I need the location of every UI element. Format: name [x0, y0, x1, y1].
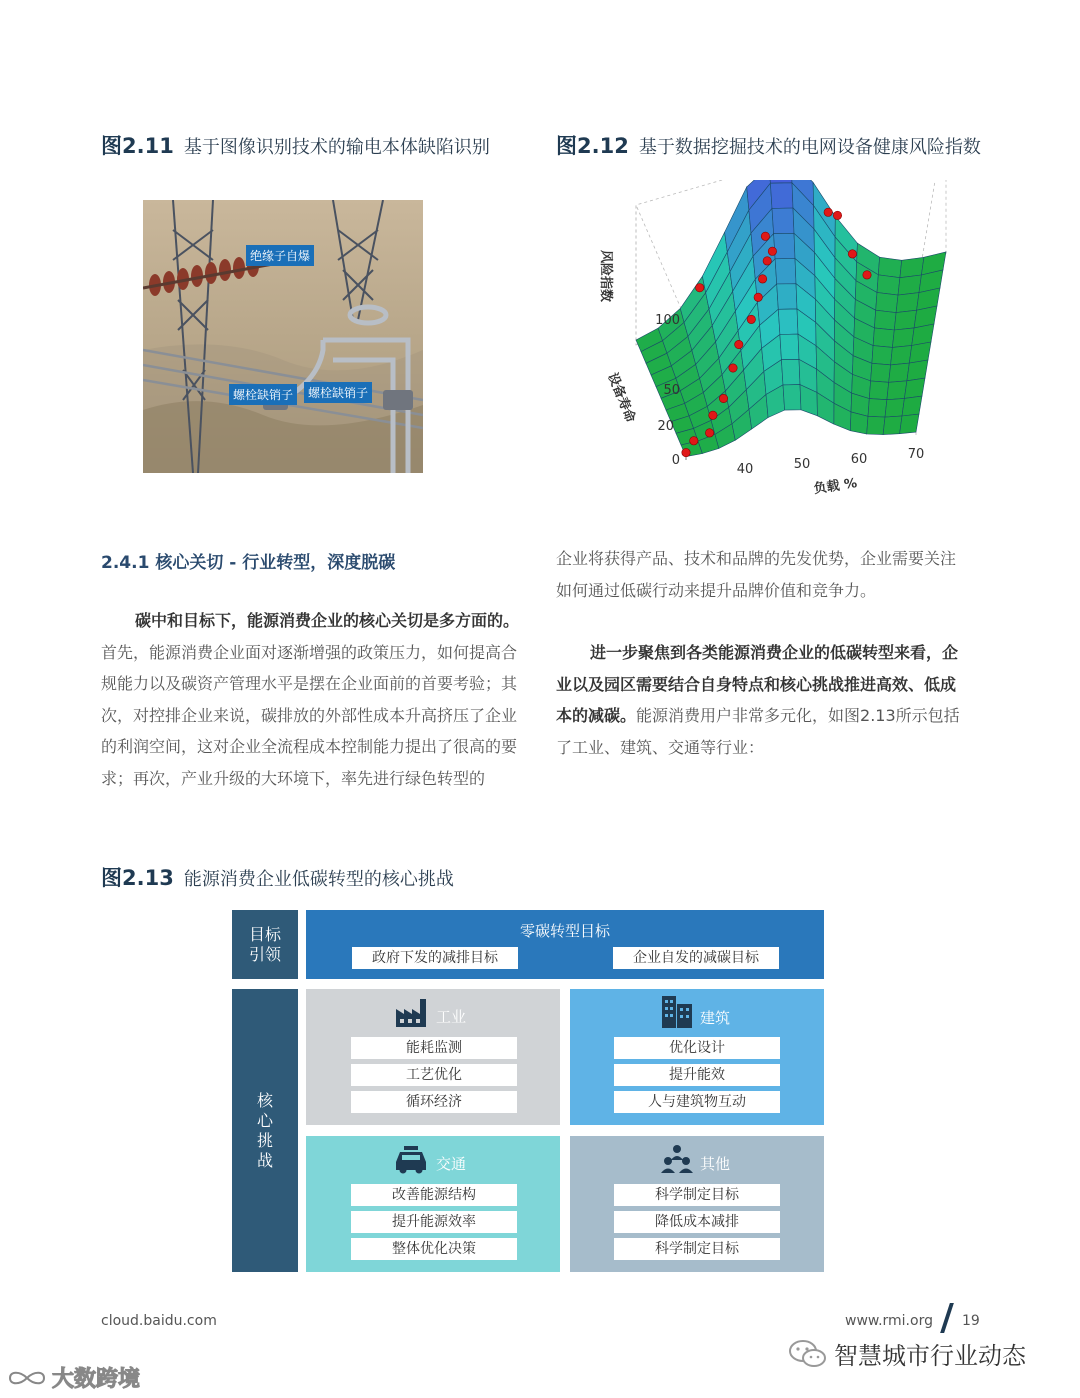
watermark-left: [6, 1362, 140, 1393]
surface-patch: [907, 360, 928, 381]
surface-patch: [878, 257, 901, 278]
surface-patch: [777, 284, 797, 310]
y-tick-label: 20: [657, 419, 674, 434]
figure-caption: 基于数据挖掘技术的电网设备健康风险指数: [638, 137, 981, 158]
goal-item-enterprise: 企业自发的减碳目标: [613, 947, 779, 969]
challenge-row-label: 核 心 挑 战: [232, 989, 298, 1272]
building-item: 优化设计: [614, 1037, 780, 1059]
goal-row-label: 目标 引领: [232, 910, 298, 979]
quadrant-title-building: 建筑: [700, 1009, 731, 1027]
industry-item: 能耗监测: [351, 1037, 517, 1059]
z-axis-label: 风险指数: [598, 250, 613, 303]
quadrant-header: [660, 1144, 730, 1174]
z-tick-label: 100: [655, 313, 680, 328]
data-point: [758, 275, 766, 283]
data-point: [863, 271, 871, 279]
people-icon: [660, 1144, 694, 1174]
data-point: [682, 448, 690, 456]
data-point: [824, 208, 832, 216]
infinity-logo-icon: [6, 1367, 48, 1389]
x-tick-label: 50: [793, 457, 811, 472]
z-tick-label: 0: [671, 453, 680, 468]
data-point: [690, 437, 698, 445]
transmission-tower-photo: [143, 200, 423, 473]
data-point: [747, 315, 755, 323]
data-point: [754, 293, 762, 301]
goal-title: 零碳转型目标: [519, 922, 610, 940]
surface-patch: [892, 328, 914, 348]
quadrant-title-transport: 交通: [436, 1155, 467, 1173]
goal-item-government: 政府下发的减排目标: [352, 947, 518, 969]
quadrant-transport: [306, 1136, 560, 1272]
right-bold-text: 进一步聚焦到各类能源消费企业的低碳转型来看，企业以及园区需要结合自身特点和核心挑战推进高效、低成本的减碳。: [556, 643, 959, 726]
industry-item: 循环经济: [351, 1091, 517, 1113]
data-point: [768, 247, 776, 255]
quadrant-header: [396, 997, 466, 1027]
figure-number: 图2.12: [556, 134, 629, 158]
data-point: [833, 211, 841, 219]
surface-patch: [873, 328, 894, 348]
other-item: 科学制定目标: [614, 1238, 780, 1260]
figure-caption: 能源消费企业低碳转型的核心挑战: [183, 869, 454, 890]
risk-surface-chart: [556, 180, 976, 500]
data-point: [696, 284, 704, 292]
surface-patch: [774, 233, 795, 258]
surface-patch: [883, 416, 902, 435]
surface-patch: [869, 381, 888, 400]
x-axis-label: 负载 %: [812, 476, 859, 497]
transport-item: 提升能源效率: [351, 1211, 517, 1233]
quadrant-title-industry: 工业: [436, 1008, 467, 1026]
building-item: 人与建筑物互动: [614, 1091, 780, 1113]
right-paragraph-1: 企业将获得产品、技术和品牌的先发优势，企业需要关注如何通过低碳行动来提升品牌价值和竞争力。: [556, 549, 957, 600]
page-number: 19: [962, 1313, 980, 1329]
lead-sentence: 碳中和目标下，能源消费企业的核心关切是多方面的。: [135, 611, 520, 630]
figure-2-12-title: [556, 130, 981, 160]
defect-tag-insulator: 绝缘子自爆: [246, 245, 314, 266]
data-point: [719, 394, 727, 402]
factory-icon: [396, 997, 430, 1027]
left-body: 首先，能源消费企业面对逐渐增强的政策压力，如何提高合规能力以及碳资产管理水平是摆在企业面前的首要考验；其次，对控排企业来说，碳排放的外部性成本升高挤压了企业的利润空间，这对企业全流程成本控制能力提出了很高的要求；再次，产业升级的大环境下，率先进行绿色转型的: [101, 642, 518, 788]
surface-patch: [781, 359, 800, 385]
watermark-right-text: 智慧城市行业动态: [834, 1342, 1026, 1370]
surface-patch: [898, 275, 921, 295]
figure-2-11-title: [101, 130, 490, 160]
surface-patch: [783, 385, 801, 411]
surface-patch: [900, 414, 919, 434]
x-tick-label: 40: [736, 462, 754, 477]
figure-number: 图2.13: [101, 866, 174, 890]
data-point: [848, 250, 856, 258]
quadrant-title-other: 其他: [700, 1155, 731, 1173]
footer-right-url[interactable]: www.rmi.org: [845, 1313, 933, 1329]
watermark-right: [788, 1336, 1026, 1371]
surface-patch: [780, 334, 799, 360]
surface-patch: [871, 363, 891, 382]
ev-charger-icon: [396, 1144, 430, 1174]
surface-patch: [885, 398, 904, 417]
surface-patch: [775, 259, 796, 285]
surface-patch: [868, 399, 887, 418]
transport-item: 改善能源结构: [351, 1184, 517, 1206]
data-point: [763, 257, 771, 265]
surface-patch: [891, 346, 912, 365]
defect-tag-bolt-2: 螺栓缺销子: [304, 382, 372, 403]
x-tick-label: 60: [850, 452, 868, 467]
building-item: 提升能效: [614, 1064, 780, 1086]
watermark-left-text: 大数跨境: [52, 1367, 141, 1392]
quadrant-building: [570, 989, 824, 1125]
data-point: [729, 364, 737, 372]
quadrant-header: [660, 994, 730, 1028]
data-point: [761, 232, 769, 240]
core-challenges-diagram: [232, 910, 824, 1272]
industry-item: 工艺优化: [351, 1064, 517, 1086]
other-item: 科学制定目标: [614, 1184, 780, 1206]
section-title: 2.4.1 核心关切 - 行业转型，深度脱碳: [101, 553, 396, 573]
surface-patch: [778, 309, 798, 335]
right-paragraph-2: 能源消费用户非常多元化，如图2.13所示包括了工业、建筑、交通等行业：: [556, 706, 960, 757]
other-item: 降低成本减排: [614, 1211, 780, 1233]
wechat-icon: [788, 1338, 828, 1370]
data-point: [709, 411, 717, 419]
data-point: [735, 340, 743, 348]
quadrant-industry: [306, 989, 560, 1125]
z-tick-label: 50: [663, 383, 680, 398]
figure-number: 图2.11: [101, 134, 174, 158]
surface-patch: [877, 275, 900, 295]
goal-band: [306, 910, 824, 979]
quadrant-header: [396, 1144, 466, 1174]
data-point: [705, 429, 713, 437]
building-icon: [660, 994, 694, 1028]
surface-patch: [770, 183, 793, 209]
right-column-text: [556, 543, 966, 764]
quadrant-other: [570, 1136, 824, 1272]
figure-2-13-title: [101, 862, 454, 892]
y-axis-label: 设备寿命: [604, 370, 638, 425]
surface-patch: [900, 257, 924, 277]
surface-patch: [874, 310, 896, 330]
surface-patch: [902, 396, 922, 416]
surface-patch: [867, 416, 885, 434]
figure-caption: 基于图像识别技术的输电本体缺陷识别: [183, 137, 490, 158]
x-tick-label: 70: [907, 447, 925, 462]
surface-patch: [889, 363, 910, 382]
left-column-text: [101, 605, 529, 795]
surface-patch: [896, 293, 919, 313]
surface-patch: [876, 293, 898, 313]
surface-patch: [894, 310, 916, 330]
transport-item: 整体优化决策: [351, 1238, 517, 1260]
surface-patch: [872, 346, 893, 365]
surface-patch: [772, 208, 794, 234]
defect-tag-bolt-1: 螺栓缺销子: [229, 384, 297, 405]
surface-patch: [904, 378, 925, 398]
surface-patch: [887, 381, 907, 400]
footer-left-url[interactable]: cloud.baidu.com: [101, 1313, 217, 1329]
footer-divider: [940, 1303, 954, 1333]
